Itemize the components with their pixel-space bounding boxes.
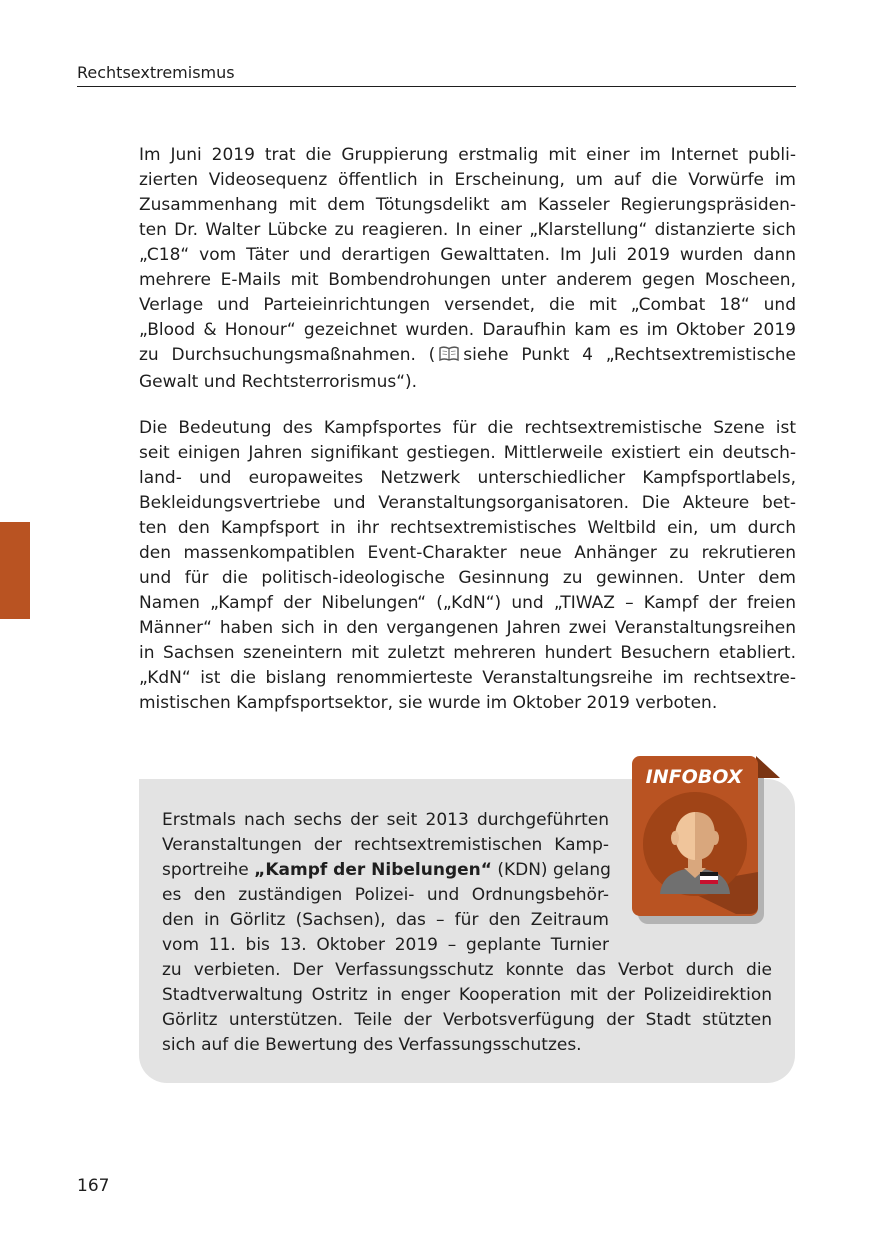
paragraph-1-line: „Blood & Honour“ gezeichnet wurden. Daraufhin kam es im Oktober 2019	[139, 320, 796, 340]
paragraph-1-line: Gewalt und Rechtsterrorismus“).	[139, 372, 418, 392]
paragraph-2-line: Männer“ haben sich in den vergangenen Jahren zwei Veranstaltungsreihen	[139, 618, 796, 638]
infobox-line: sich auf die Bewertung des Verfassungsschutzes.	[162, 1035, 582, 1055]
paragraph-2-line: ten den Kampfsport in ihr rechtsextremistisches Weltbild ein, um durch	[139, 518, 796, 538]
infobox-line: Görlitz unterstützen. Teile der Verbotsverfügung der Stadt stützten	[162, 1010, 772, 1030]
event-name-bold: „Kampf der Nibelungen“	[254, 860, 492, 880]
paragraph-2-line: seit einigen Jahren signifikant gestiegen. Mittlerweile existiert ein deutsch-	[139, 443, 796, 463]
book-icon	[439, 345, 459, 370]
paragraph-1-line: Zusammenhang mit dem Tötungsdelikt am Kasseler Regierungspräsiden-	[139, 195, 796, 215]
paragraph-1-line: mehrere E-Mails mit Bombendrohungen unter anderem gegen Moscheen,	[139, 270, 796, 290]
reference-link-text: siehe Punkt 4 „Rechtsextremistische	[463, 345, 797, 365]
paragraph-1-line: zierten Videosequenz öffentlich in Erscheinung, um auf die Vorwürfe im	[139, 170, 796, 190]
reference-text: zu Durchsuchungsmaßnahmen. (	[139, 345, 436, 365]
infobox-line: vom 11. bis 13. Oktober 2019 – geplante Turnier	[162, 935, 609, 955]
paragraph-2	[139, 416, 796, 716]
infobox-line: Veranstaltungen der rechtsextremistischen Kamp-	[162, 835, 609, 855]
infobox-line	[162, 858, 609, 883]
infobox-text-fragment: sportreihe	[162, 860, 249, 880]
paragraph-2-line: und für die politisch-ideologische Gesinnung zu gewinnen. Unter dem	[139, 568, 796, 588]
paragraph-2-line: in Sachsen szeneintern mit zuletzt mehreren hundert Besuchern etabliert.	[139, 643, 796, 663]
paragraph-1	[139, 143, 796, 395]
paragraph-2-line: Namen „Kampf der Nibelungen“ („KdN“) und „TIWAZ – Kampf der freien	[139, 593, 796, 613]
infobox-line: Erstmals nach sechs der seit 2013 durchgeführten	[162, 810, 609, 830]
paragraph-2-line: Bekleidungsvertriebe und Veranstaltungsorganisatoren. Die Akteure bet-	[139, 493, 796, 513]
chapter-marker-tab	[0, 522, 30, 619]
running-header: Rechtsextremismus	[77, 62, 796, 87]
infobox-line: den in Görlitz (Sachsen), das – für den Zeitraum	[162, 910, 609, 930]
paragraph-2-line: den massenkompatiblen Event-Charakter neue Anhänger zu rekrutieren	[139, 543, 796, 563]
infobox-line: Stadtverwaltung Ostritz in enger Kooperation mit der Polizeidirektion	[162, 985, 772, 1005]
paragraph-1-line: ten Dr. Walter Lübcke zu reagieren. In einer „Klarstellung“ distanzierte sich	[139, 220, 796, 240]
page-number: 167	[77, 1176, 110, 1196]
paragraph-2-line: mistischen Kampfsportsektor, sie wurde im Oktober 2019 verboten.	[139, 693, 718, 713]
paragraph-2-line: land- und europaweites Netzwerk unterschiedlicher Kampfsportlabels,	[139, 468, 796, 488]
paragraph-1-line: „C18“ vom Täter und derartigen Gewalttaten. Im Juli 2019 wurden dann	[139, 245, 796, 265]
paragraph-2-line: Die Bedeutung des Kampfsportes für die rechtsextremistische Szene ist	[139, 418, 796, 438]
infobox-line: zu verbieten. Der Verfassungsschutz konnte das Verbot durch die	[162, 960, 772, 980]
paragraph-1-line	[139, 343, 796, 370]
infobox-line: es den zuständigen Polizei- und Ordnungsbehör-	[162, 885, 609, 905]
infobox-text-fragment: (KDN) gelang	[497, 860, 611, 880]
paragraph-1-line: Im Juni 2019 trat die Gruppierung erstmalig mit einer im Internet publi-	[139, 145, 796, 165]
paragraph-1-line: Verlage und Parteieinrichtungen versendet, die mit „Combat 18“ und	[139, 295, 796, 315]
infobox-badge-label: INFOBOX	[645, 766, 743, 788]
paragraph-2-line: „KdN“ ist die bislang renommierteste Veranstaltungsreihe im rechtsextre-	[139, 668, 796, 688]
